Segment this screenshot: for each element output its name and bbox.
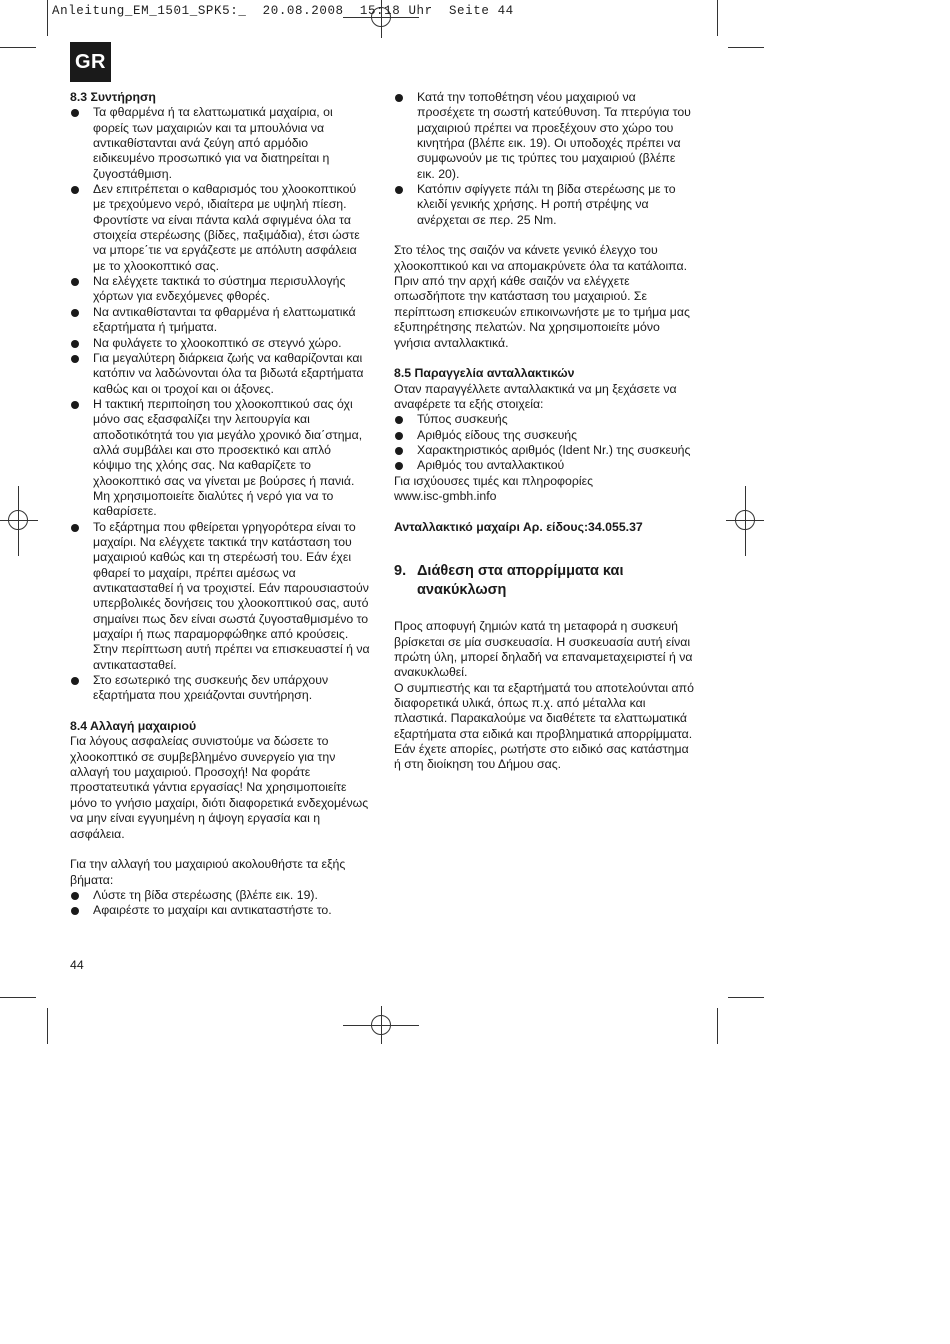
crop-mark <box>47 1008 48 1044</box>
steps-list <box>394 90 694 228</box>
section-heading: 8.3 Συντήρηση <box>70 90 156 104</box>
paragraph: Για ισχύουσες τιμές και πληροφορίες <box>394 473 593 488</box>
list-item: Για μεγαλύτερη διάρκεια ζωής να καθαρίζονται και κατόπιν να λαδώνονται όλα τα βιδωτά εξαρτήματα καθώς και οι τροχοί και οι άξονες. <box>70 351 372 397</box>
crop-mark <box>728 47 764 48</box>
right-column <box>394 90 694 773</box>
paragraph: Ο συμπιεστής και τα εξαρτήματά του αποτελούνται από διαφορετικά υλικά, όπως π.χ. από μέταλλα και πλαστικά. Παρακαλούμε να διαθέτετε τα ελαττωματικά εξαρτήματα στα ειδικά και προβληματικά απορρίμματα. Εάν έχετε απορίες, ρωτήστε στο ειδικό σας κατάστημα ή στη διοίκηση του Δήμου σας. <box>394 680 694 772</box>
chapter-title: Διάθεση στα απορρίμματα και ανακύκλωση <box>417 563 624 599</box>
list-item: Το εξάρτημα που φθείρεται γρηγορότερα είναι το μαχαίρι. Να ελέγχετε τακτικά την κατάσταση του μαχαιριού καθώς και τη στερέωσή του. Εάν έχει φθαρεί το μαχαίρι, πρέπει αμέσως να αντικατασταθεί ή να τροχιστεί. Εάν παρουσιαστούν υπερβολικές δονήσεις του χλοοκοπτικού σας, αυτό σημαίνει πως δεν είναι σωστά ζυγοσταθμισμένο το μαχαίρι ή πως παραμορφώθηκε από κρούσεις. Στην περίπτωση αυτή πρέπει να επισκευαστεί ή να αντικατασταθεί. <box>70 520 372 673</box>
chapter-number: 9. <box>394 563 407 580</box>
list-item: Να αντικαθίστανται τα φθαρμένα ή ελαττωματικά εξαρτήματα ή τμήματα. <box>70 305 372 336</box>
registration-mark <box>735 510 755 530</box>
paragraph: Προς αποφυγή ζημιών κατά τη μεταφορά η συσκευή βρίσκεται σε μία συσκευασία. Η συσκευασία αυτή είναι πρώτη ύλη, μπορεί δηλαδή να επαναμεταχειριστεί ή να ανακυκλωθεί. <box>394 619 693 680</box>
list-item: Τύπος συσκευής <box>394 412 694 427</box>
list-item: Τα φθαρμένα ή τα ελαττωματικά μαχαίρια, οι φορείς των μαχαιριών και τα μπουλόνια να αντικαθίστανται ανά ζεύγη από αρμόδιο ειδικευμένο προσωπικό για να διατηρείται η ζυγοστάθμιση. <box>70 105 372 182</box>
list-item: Να φυλάγετε το χλοοκοπτικό σε στεγνό χώρο. <box>70 336 372 351</box>
section-heading: 8.4 Αλλαγή μαχαιριού <box>70 719 197 734</box>
crop-mark <box>717 0 718 36</box>
list-item: Λύστε τη βίδα στερέωσης (βλέπε εικ. 19). <box>70 888 372 903</box>
crop-mark <box>47 0 48 36</box>
list-item: Κατά την τοποθέτηση νέου μαχαιριού να προσέχετε τη σωστή κατεύθυνση. Τα πτερύγια του μαχαιριού πρέπει να προεξέχουν στο χώρο του κινητήρα (βλέπε εικ. 19). Οι υποδοχές πρέπει να συμφωνούν με τις τρύπες του μαχαιριού (βλέπε εικ. 20). <box>394 90 694 182</box>
paragraph: Για λόγους ασφαλείας συνιστούμε να δώσετε το χλοοκοπτικό σε συμβεβλημένο συνεργείο για την αλλαγή του μαχαιριού. Προσοχή! Να φοράτε προστατευτικά γάντια εργασίας! Να χρησιμοποιείτε μόνο το γνήσιο μαχαίρι, διότι διαφορετικά ενδεχομένως να μην είναι εγγυημένη η άψογη εργασία και η ασφάλεια. <box>70 734 369 841</box>
registration-mark <box>371 1015 391 1035</box>
list-item: Αριθμός του ανταλλακτικού <box>394 458 694 473</box>
list-item: Δεν επιτρέπεται ο καθαρισμός του χλοοκοπτικού με τρεχούμενο νερό, ιδιαίτερα με υψηλή πίεση. Φροντίστε να είναι πάντα καλά σφιγμένα όλα τα στοιχεία στερέωσης (βίδες, παξιμάδια), έτσι ώστε να μπορε΄τιε να εργάζεστε με απόλυτη ασφάλεια με το χλοοκοπτικό σας. <box>70 182 372 274</box>
language-badge: GR <box>70 42 111 82</box>
crop-mark <box>728 997 764 998</box>
registration-mark <box>8 510 28 530</box>
order-info-list <box>394 412 694 473</box>
crop-mark <box>717 1008 718 1044</box>
spare-part-number: Ανταλλακτικό μαχαίρι Αρ. είδους:34.055.37 <box>394 519 643 534</box>
section-heading: 8.5 Παραγγελία ανταλλακτικών <box>394 366 575 381</box>
paragraph: Στο τέλος της σαιζόν να κάνετε γενικό έλεγχο του χλοοκοπτικού και να απομακρύνετε όλα τα κατάλοιπα. Πριν από την αρχή κάθε σαιζόν να ελέγχετε οπωσδήποτε την κατάσταση του μαχαιριού. Σε περίπτωση επισκευών επικοινωνήστε με το τμήμα μας εξυπηρέτησης πελατών. Να χρησιμοποιείτε μόνο γνήσια ανταλλακτικά. <box>394 243 690 350</box>
crop-mark <box>0 47 36 48</box>
left-column <box>70 90 372 919</box>
crop-mark <box>0 997 36 998</box>
list-item: Στο εσωτερικό της συσκευής δεν υπάρχουν εξαρτήματα που χρειάζονται συντήρηση. <box>70 673 372 704</box>
list-item: Αφαιρέστε το μαχαίρι και αντικαταστήστε το. <box>70 903 372 918</box>
paragraph: Οταν παραγγέλλετε ανταλλακτικά να μη ξεχάσετε να αναφέρετε τα εξής στοιχεία: <box>394 381 677 411</box>
list-item: Η τακτική περιποίηση του χλοοκοπτικού σας όχι μόνο σας εξασφαλίζει την λειτουργία και αποδοτικότητά του για μεγάλο χρονικό δια΄στημα, αλλά συμβάλει και στο προσεκτικό και απλό κόψιμο της χλόης σας. Να καθαρίζετε το χλοοκοπτικό σας να γίνεται με βούρσες ή πανιά. Μη χρησιμοποιείτε διαλύτες ή νερό για να το καθαρίσετε. <box>70 397 372 520</box>
maintenance-list <box>70 105 372 703</box>
website-url: www.isc-gmbh.info <box>394 488 497 503</box>
paragraph: Για την αλλαγή του μαχαιριού ακολουθήστε τα εξής βήματα: <box>70 857 346 887</box>
list-item: Κατόπιν σφίγγετε πάλι τη βίδα στερέωσης με το κλειδί γενικής χρήσης. Η ροπή στρέψης να ανέρχεται σε περ. 25 Nm. <box>394 182 694 228</box>
list-item: Χαρακτηριστικός αριθμός (Ident Nr.) της συσκευής <box>394 443 694 458</box>
steps-list <box>70 888 372 919</box>
list-item: Να ελέγχετε τακτικά το σύστημα περισυλλογής χόρτων για ενδεχόμενες φθορές. <box>70 274 372 305</box>
list-item: Αριθμός είδους της συσκευής <box>394 428 694 443</box>
page-number: 44 <box>70 958 84 972</box>
chapter-heading <box>394 562 694 600</box>
print-header: Anleitung_EM_1501_SPK5:_ 20.08.2008 15:18 Uhr Seite 44 <box>52 4 514 18</box>
